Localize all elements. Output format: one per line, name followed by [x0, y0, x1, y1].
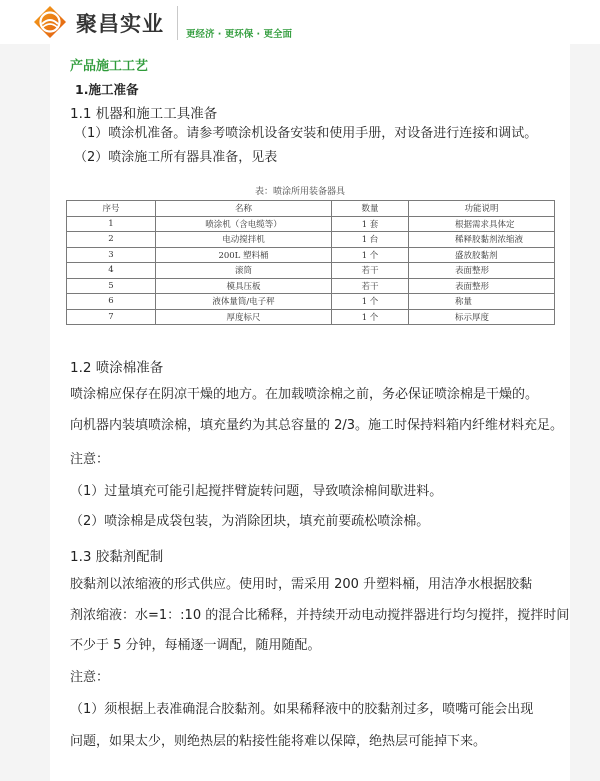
document-title: 产品施工工艺 — [70, 59, 149, 74]
paragraph: 向机器内装填喷涂棉，填充量约为其总容量的 2/3。施工时保持料箱内纤维材料充足。 — [70, 418, 564, 433]
table-cell: 根据需求具体定 — [409, 216, 555, 232]
paragraph: 喷涂棉应保存在阴凉干燥的地方。在加载喷涂棉之前，务必保证喷涂棉是干燥的。 — [70, 387, 539, 402]
paragraph: 胶黏剂以浓缩液的形式供应。使用时，需采用 200 升塑料桶，用洁净水根据胶黏 — [70, 577, 533, 592]
right-margin — [570, 44, 600, 781]
header-divider — [177, 6, 178, 40]
table-cell: 2 — [67, 232, 156, 248]
table-header-cell: 序号 — [67, 201, 156, 217]
brand-slogan: 更经济 · 更环保 · 更全面 — [186, 29, 292, 40]
table-cell: 盛放胶黏剂 — [409, 247, 555, 263]
note-item: 问题，如果太少，则绝热层的粘接性能将难以保障，绝热层可能掉下来。 — [70, 734, 487, 749]
note-item: （2）喷涂棉是成袋包装，为消除团块，填充前要疏松喷涂棉。 — [70, 514, 430, 529]
left-margin — [0, 44, 50, 781]
table-cell: 表面整形 — [409, 263, 555, 279]
table-cell: 1 台 — [332, 232, 409, 248]
brand-name: 聚昌实业 — [76, 12, 164, 36]
table-row — [67, 263, 555, 279]
table-cell: 1 — [67, 216, 156, 232]
table-cell: 1 个 — [332, 294, 409, 310]
note-label: 注意： — [70, 452, 110, 467]
table-cell: 滚筒 — [156, 263, 332, 279]
table-cell: 若干 — [332, 278, 409, 294]
table-cell: 表面整形 — [409, 278, 555, 294]
table-cell: 5 — [67, 278, 156, 294]
table-cell: 7 — [67, 309, 156, 325]
table-row — [67, 309, 555, 325]
note-label: 注意： — [70, 670, 110, 685]
table-row — [67, 216, 555, 232]
site-header — [0, 0, 600, 44]
table-row — [67, 278, 555, 294]
table-header-cell: 数量 — [332, 201, 409, 217]
table-cell: 模具压板 — [156, 278, 332, 294]
table-header-cell: 功能说明 — [409, 201, 555, 217]
table-cell: 3 — [67, 247, 156, 263]
table-cell: 喷涂机（含电缆等） — [156, 216, 332, 232]
section-1-1-heading: 1.1 机器和施工工具准备 — [70, 106, 218, 122]
note-item: （1）须根据上表准确混合胶黏剂。如果稀释液中的胶黏剂过多，喷嘴可能会出现 — [70, 702, 534, 717]
section-1-heading: 1.施工准备 — [75, 82, 139, 97]
section-1-2-heading: 1.2 喷涂棉准备 — [70, 360, 164, 376]
table-row — [67, 247, 555, 263]
table-cell: 4 — [67, 263, 156, 279]
table-row — [67, 294, 555, 310]
table-row — [67, 232, 555, 248]
table-cell: 6 — [67, 294, 156, 310]
table-cell: 1 套 — [332, 216, 409, 232]
table-cell: 标示厚度 — [409, 309, 555, 325]
table-header-cell: 名称 — [156, 201, 332, 217]
table-cell: 1 个 — [332, 247, 409, 263]
table-cell: 稀释胶黏剂浓缩液 — [409, 232, 555, 248]
table-cell: 200L 塑料桶 — [156, 247, 332, 263]
table-cell: 1 个 — [332, 309, 409, 325]
table-cell: 液体量筒/电子秤 — [156, 294, 332, 310]
table-caption: 表：喷涂所用装备器具 — [254, 187, 345, 197]
table-cell: 厚度标尺 — [156, 309, 332, 325]
company-logo-icon — [33, 5, 67, 39]
table-cell: 电动搅拌机 — [156, 232, 332, 248]
table-cell: 若干 — [332, 263, 409, 279]
paragraph: 不少于 5 分钟，每桶逐一调配，随用随配。 — [70, 638, 321, 653]
note-item: （1）过量填充可能引起搅拌臂旋转问题，导致喷涂棉间歇进料。 — [70, 484, 443, 499]
table-cell: 称量 — [409, 294, 555, 310]
section-1-3-heading: 1.3 胶黏剂配制 — [70, 549, 164, 565]
paragraph: （1）喷涂机准备。请参考喷涂机设备安装和使用手册，对设备进行连接和调试。 — [74, 126, 538, 141]
paragraph: 剂浓缩液：水=1：:10 的混合比稀释，并持续开动电动搅拌器进行均匀搅拌，搅拌时间 — [70, 608, 570, 623]
table-header-row — [67, 201, 555, 217]
equipment-table — [66, 200, 555, 325]
paragraph: （2）喷涂施工所有器具准备，见表 — [74, 150, 278, 165]
